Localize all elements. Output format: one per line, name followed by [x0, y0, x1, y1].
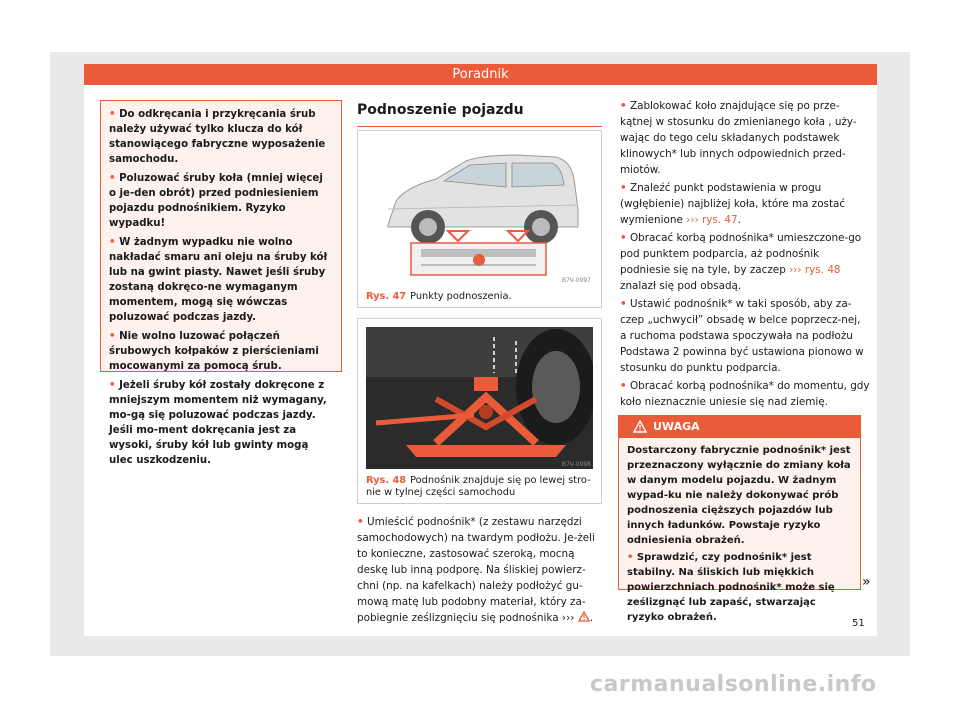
instruction-item: • Znaleźć punkt podstawienia w progu (wgłębienie) najbliżej koła, które ma zostać wymienione ››› rys. 47.: [620, 182, 846, 226]
figure-label: Rys. 47: [366, 291, 407, 302]
page-header: Poradnik: [84, 64, 877, 85]
instructions-col2: [357, 514, 605, 628]
section-title: Podnoszenie pojazdu: [357, 100, 602, 127]
warning-header: [619, 416, 860, 438]
figure-caption: Rys. 47 Punkty podnoszenia.: [366, 291, 512, 302]
figure-code: B7V-0998: [561, 461, 591, 468]
bullet-icon: •: [109, 380, 116, 391]
figure-caption: Rys. 48 Podnośnik znajduje się po lewej stro-nie w tylnej części samochodu: [366, 475, 591, 498]
bullet-icon: •: [357, 516, 364, 528]
instruction-item: • Zablokować koło znajdujące się po prze-kątnej w stosunku do zmienianego koła , uży-wając do tego celu składanych podstawek klinowych* lub innych odpowiednich przed-miotów.: [620, 100, 857, 176]
bullet-icon: •: [620, 232, 627, 244]
bullet-icon: •: [620, 182, 627, 194]
watermark: carmanualsonline.info: [590, 672, 877, 697]
caution-item: • W żadnym wypadku nie wolno nakładać smaru ani oleju na śruby kół lub na gwint piasty. Nawet jeśli śruby zostaną dokręco-ne wymaganym momentem, mogą się wówczas poluzować podczas jazdy.: [109, 237, 328, 323]
bullet-icon: •: [109, 109, 116, 120]
caution-item: • Jeżeli śruby kół zostały dokręcone z mniejszym momentem niż wymagany, mo-gą się poluzować podczas jazdy. Jeśli mo-ment dokręcania jest za wysoki, śruby kół lub gwinty mogą ulec uszkodzeniu.: [109, 380, 327, 466]
instructions-col3: [620, 98, 870, 412]
car-lifting-points-illustration: [366, 139, 593, 279]
figure-48: [357, 318, 602, 504]
bullet-icon: •: [627, 552, 634, 563]
instruction-item: • Obracać korbą podnośnika* umieszczone-go pod punktem podparcia, aż podnośnik podniesie się na tyle, by zaczep ››› rys. 48 znalazł się pod obsadą.: [620, 232, 862, 292]
warning-title: UWAGA: [653, 420, 700, 433]
bullet-icon: •: [620, 380, 627, 392]
instruction-item: • Obracać korbą podnośnika* do momentu, gdy koło nieznacznie uniesie się nad ziemię.: [620, 380, 870, 408]
caution-item: • Poluzować śruby koła (mniej więcej o je-den obrót) przed podniesieniem pojazdu podnośnikiem. Ryzyko wypadku!: [109, 173, 323, 229]
bullet-icon: •: [109, 173, 116, 184]
caution-item: • Nie wolno luzować połączeń śrubowych kołpaków z pierścieniami mocowanymi za pomocą śrub.: [109, 331, 319, 372]
continue-mark: »: [862, 574, 871, 590]
warning-box: [618, 415, 861, 623]
figure-code: B7V-0997: [561, 277, 591, 284]
instruction-item: • Umieścić podnośnik* (z zestawu narzędzi samochodowych) na twardym podłożu. Je-żeli to konieczne, zastosować szeroką, mocną deskę lub inną podporę. Na śliskiej powierz-chni (np. na kafelkach) należy podłożyć gu-mową matę lub podobny materiał, który za-pobiegnie ześlizgnięciu się podnośnika ››› .: [357, 516, 595, 624]
warning-body: Dostarczony fabrycznie podnośnik* jest przeznaczony wyłącznie do zmiany koła w danym modelu pojazdu. W żadnym wypad-ku nie należy dokonywać prób podnoszenia cięższych pojazdów lub innych ładunków. Powstaje ryzyko odniesienia obrażeń. • Sprawdzić, czy podnośnik* jest stabilny. Na śliskich lub miękkich powierzchniach podnośnik* może się ześlizgnąć lub zapaść, stwarzając ryzyko obrażeń.: [627, 445, 851, 623]
bullet-icon: •: [109, 237, 116, 248]
warning-item: • Sprawdzić, czy podnośnik* jest stabilny. Na śliskich lub miękkich powierzchniach podnośnik* może się ześlizgnąć lub zapaść, stwarzając ryzyko obrażeń.: [627, 552, 835, 623]
figure-reference-link[interactable]: ››› rys. 47: [686, 214, 738, 226]
bullet-icon: •: [620, 100, 627, 112]
instruction-item: • Ustawić podnośnik* w taki sposób, aby za-czep „uchwycił” obsadę w belce poprzecz-nej, a ruchoma podstawa spoczywała na podłożu Podstawa 2 powinna być ustawiona pionowo w stosunku do punktu podparcia.: [620, 298, 864, 374]
bullet-icon: •: [620, 298, 627, 310]
caution-box: [100, 100, 342, 466]
warning-triangle-icon: [633, 420, 647, 433]
bullet-icon: •: [109, 331, 116, 342]
jack-illustration: [366, 327, 593, 469]
figure-reference-link[interactable]: ››› rys. 48: [789, 264, 841, 276]
warning-triangle-icon: [578, 611, 590, 622]
page-number: 51: [852, 618, 865, 629]
figure-47: [357, 130, 602, 308]
caution-item: • Do odkręcania i przykręcania śrub należy używać tylko klucza do kół stanowiącego fabryczne wyposażenie samochodu.: [109, 109, 326, 165]
figure-label: Rys. 48: [366, 475, 407, 486]
